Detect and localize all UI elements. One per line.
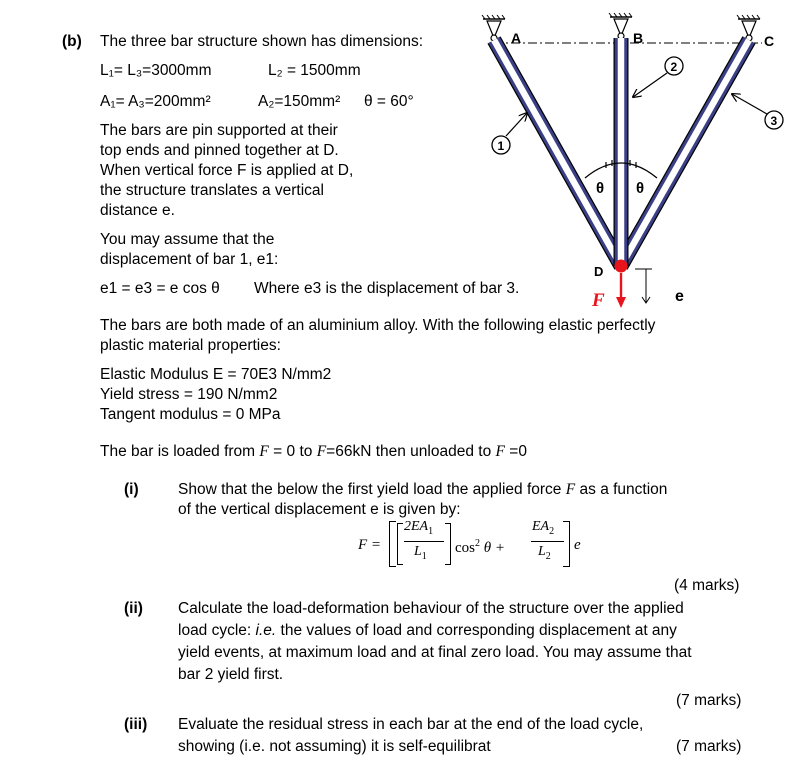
assume-line: displacement of bar 1, e1: [100, 251, 279, 268]
formula-lhs: F = [358, 537, 382, 553]
pin-support-c [737, 15, 760, 41]
q3-line: Evaluate the residual stress in each bar at the end of the load cycle, [178, 716, 644, 733]
formula-numerator-2: $EA_2$ [532, 519, 555, 537]
desc-line: top ends and pinned together at D. [100, 142, 339, 159]
loading-text: The bar is loaded from F = 0 to F=66kN then unloaded to F =0 [100, 443, 527, 460]
bar-3-callout [732, 94, 783, 129]
q2-line: Calculate the load-deformation behaviour of the structure over the applied [178, 600, 684, 617]
q1-line: of the vertical displacement e is given by: [178, 501, 461, 518]
dim-a2: A₂=150mm² [258, 93, 341, 110]
q2-line: load cycle: i.e. the values of load and corresponding displacement at any [178, 622, 677, 639]
dim-l1-l3: L₁= L₃=3000mm [100, 62, 212, 79]
bar-2-number: 2 [670, 60, 678, 74]
dim-theta: θ = 60° [364, 93, 414, 110]
q1-label: (i) [124, 481, 139, 498]
formula-denominator-1: $L_1$ [414, 544, 427, 562]
intro-text: The three bar structure shown has dimensions: [100, 33, 424, 50]
force-f-label: F [592, 290, 605, 311]
bar-1-callout [492, 113, 527, 154]
displacement-e-indicator [635, 269, 652, 303]
theta-left-label: θ [596, 180, 605, 197]
formula-denominator-2: $L_2$ [538, 544, 551, 562]
bar-2-callout [633, 57, 683, 97]
e-relation: e1 = e3 = e cos θ [100, 280, 220, 297]
q3-line: showing (i.e. not assuming) it is self-equilibrat [178, 738, 491, 755]
bar-1-number: 1 [497, 139, 505, 153]
part-label: (b) [62, 33, 82, 50]
q2-line: yield events, at maximum load and at final zero load. You may assume that [178, 644, 692, 661]
desc-line: When vertical force F is applied at D, [100, 162, 354, 179]
dim-a1-a3: A₁= A₃=200mm² [100, 93, 211, 110]
theta-right-label: θ [636, 180, 645, 197]
assume-line: You may assume that the [100, 231, 275, 248]
displacement-e-label: e [675, 288, 684, 305]
formula-cos: $\cos^2 \theta$ + [455, 538, 505, 556]
prop-tangent-modulus: Tangent modulus = 0 MPa [100, 406, 281, 423]
q1-marks: (4 marks) [674, 577, 740, 594]
label-d: D [594, 264, 604, 279]
force-f-arrow [616, 273, 626, 308]
pin-support-b [609, 13, 632, 39]
dim-l2: L₂ = 1500mm [268, 62, 361, 79]
label-c: C [764, 33, 775, 49]
q3-label: (iii) [124, 716, 148, 733]
pin-support-a [482, 15, 505, 41]
material-line: The bars are both made of an aluminium alloy. With the following elastic perfectly [100, 317, 656, 334]
label-a: A [511, 30, 522, 46]
desc-line: distance e. [100, 202, 175, 219]
q2-marks: (7 marks) [676, 692, 742, 709]
q2-label: (ii) [124, 600, 143, 617]
prop-yield-stress: Yield stress = 190 N/mm2 [100, 386, 278, 403]
q2-line: bar 2 yield first. [178, 666, 284, 683]
material-line: plastic material properties: [100, 337, 281, 354]
bar-3 [621, 40, 749, 266]
q3-marks: (7 marks) [676, 738, 742, 755]
q1-line: Show that the below the first yield load the applied force F as a function [178, 481, 668, 498]
bar-3-number: 3 [770, 114, 778, 128]
bar-1 [494, 40, 621, 266]
e-relation-note: Where e3 is the displacement of bar 3. [254, 280, 520, 297]
formula-numerator-1: $2EA_1$ [404, 519, 434, 537]
prop-elastic-modulus: Elastic Modulus E = 70E3 N/mm2 [100, 366, 332, 383]
formula-e: e [574, 537, 581, 553]
desc-line: the structure translates a vertical [100, 182, 324, 199]
desc-line: The bars are pin supported at their [100, 122, 338, 139]
node-d [615, 260, 628, 273]
label-b: B [633, 30, 644, 46]
